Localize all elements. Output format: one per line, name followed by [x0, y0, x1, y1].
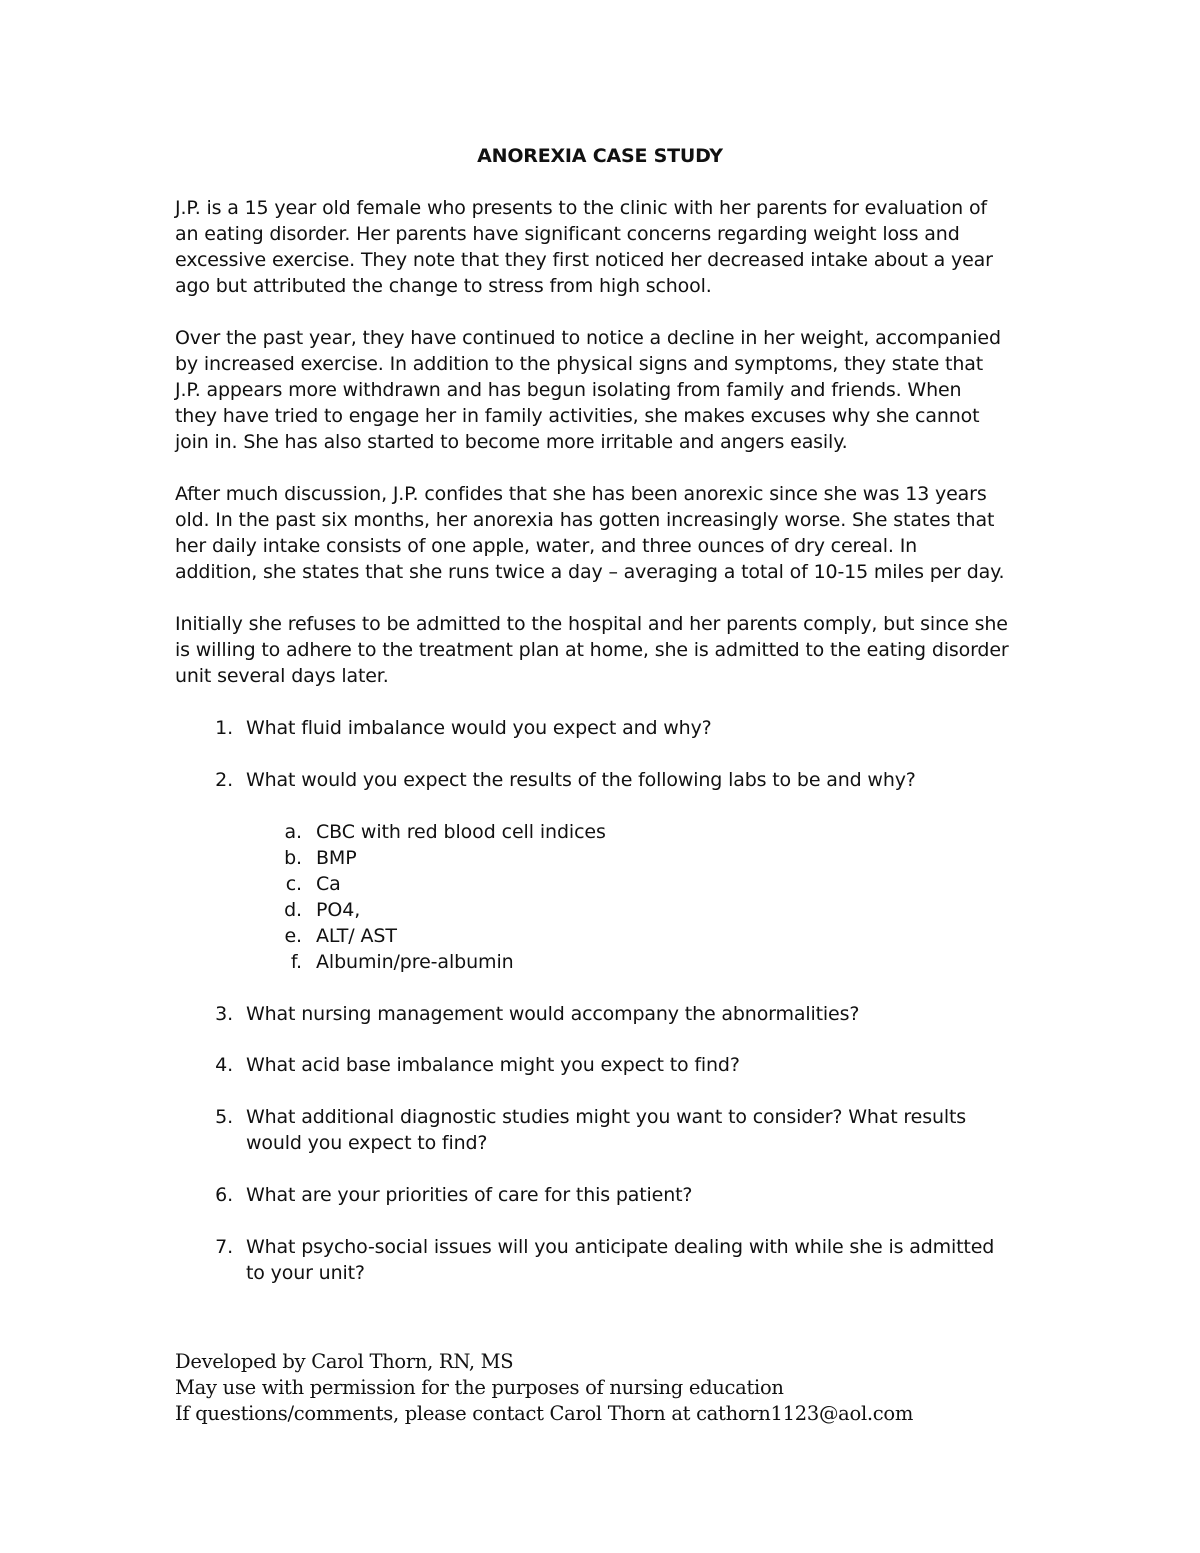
question-text — [246, 1182, 1026, 1208]
question-text — [246, 1001, 1026, 1027]
text-line: unit several days later. — [175, 665, 389, 687]
text-line: addition, she states that she runs twice a day – averaging a total of 10-15 miles per day. — [175, 561, 1005, 583]
text-line: to your unit? — [246, 1262, 365, 1284]
question-number: 4. — [215, 1054, 233, 1076]
text-line: What psycho-social issues will you anticipate dealing with while she is admitted — [246, 1236, 995, 1258]
lab-letter: f. — [290, 951, 302, 973]
text-line: her daily intake consists of one apple, water, and three ounces of dry cereal. In — [175, 535, 918, 557]
lab-text: BMP — [316, 847, 357, 869]
question-number: 3. — [215, 1003, 233, 1025]
text-line: Initially she refuses to be admitted to the hospital and her parents comply, but since she — [175, 613, 1008, 635]
text-line: What acid base imbalance might you expect to find? — [246, 1054, 740, 1076]
text-line: ago but attributed the change to stress from high school. — [175, 275, 712, 297]
question-number: 7. — [215, 1236, 233, 1258]
lab-letter: a. — [284, 821, 302, 843]
text-line: J.P. appears more withdrawn and has begun isolating from family and friends. When — [175, 379, 962, 401]
lab-text: Albumin/pre-albumin — [316, 951, 514, 973]
footer-author: Developed by Carol Thorn, RN, MS — [175, 1350, 514, 1373]
lab-text: ALT/ AST — [316, 925, 397, 947]
text-line: they have tried to engage her in family activities, she makes excuses why she cannot — [175, 405, 980, 427]
question-number: 6. — [215, 1184, 233, 1206]
footer-contact: If questions/comments, please contact Carol Thorn at cathorn1123@aol.com — [175, 1402, 914, 1425]
question-text — [246, 1052, 1026, 1078]
paragraph-history — [175, 325, 1035, 455]
question-number: 2. — [215, 769, 233, 791]
question-text — [246, 1234, 1026, 1286]
lab-text: Ca — [316, 873, 341, 895]
text-line: by increased exercise. In addition to the physical signs and symptoms, they state that — [175, 353, 984, 375]
footer-permission: May use with permission for the purposes of nursing education — [175, 1376, 784, 1399]
text-line: would you expect to find? — [246, 1132, 488, 1154]
paragraph-intro — [175, 195, 1035, 299]
lab-text: CBC with red blood cell indices — [316, 821, 606, 843]
question-text — [246, 715, 1026, 741]
question-number: 1. — [215, 717, 233, 739]
text-line: an eating disorder. Her parents have significant concerns regarding weight loss and — [175, 223, 960, 245]
text-line: What nursing management would accompany the abnormalities? — [246, 1003, 860, 1025]
paragraph-admission — [175, 611, 1035, 689]
question-number: 5. — [215, 1106, 233, 1128]
text-line: old. In the past six months, her anorexia has gotten increasingly worse. She states that — [175, 509, 995, 531]
text-line: What would you expect the results of the following labs to be and why? — [246, 769, 916, 791]
question-text — [246, 767, 1026, 793]
text-line: After much discussion, J.P. confides that she has been anorexic since she was 13 years — [175, 483, 987, 505]
lab-letter: c. — [285, 873, 302, 895]
text-line: Over the past year, they have continued to notice a decline in her weight, accompanied — [175, 327, 1001, 349]
lab-text: PO4, — [316, 899, 361, 921]
text-line: is willing to adhere to the treatment plan at home, she is admitted to the eating disorder — [175, 639, 1009, 661]
lab-letter: d. — [284, 899, 302, 921]
document-title: ANOREXIA CASE STUDY — [477, 145, 723, 167]
text-line: J.P. is a 15 year old female who presents to the clinic with her parents for evaluation of — [175, 197, 987, 219]
text-line: What are your priorities of care for this patient? — [246, 1184, 693, 1206]
lab-letter: e. — [284, 925, 302, 947]
question-text — [246, 1104, 1026, 1156]
text-line: What additional diagnostic studies might you want to consider? What results — [246, 1106, 967, 1128]
text-line: join in. She has also started to become more irritable and angers easily. — [175, 431, 848, 453]
document-footer — [175, 1349, 1075, 1427]
paragraph-discussion — [175, 481, 1035, 585]
text-line: What fluid imbalance would you expect and why? — [246, 717, 712, 739]
text-line: excessive exercise. They note that they first noticed her decreased intake about a year — [175, 249, 993, 271]
lab-letter: b. — [284, 847, 302, 869]
